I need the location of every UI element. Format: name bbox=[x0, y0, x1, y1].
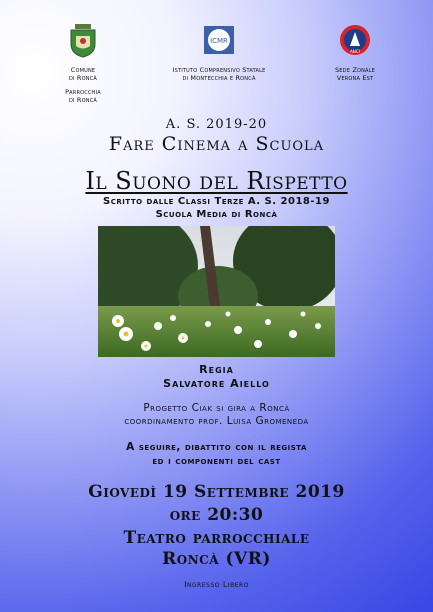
subtitle: Fare Cinema a Scuola bbox=[108, 133, 325, 155]
project-line: Progetto Ciak si gira a Roncà bbox=[143, 402, 290, 414]
event-time: ore 20:30 bbox=[169, 505, 264, 525]
left-header-text: Comune di Roncà Parrocchia di Roncà bbox=[65, 66, 101, 104]
coat-of-arms-icon bbox=[66, 22, 100, 58]
school-logo-icon bbox=[202, 22, 236, 58]
followup-line-1: A seguire, dibattito con il regista bbox=[126, 441, 307, 453]
daisy-field-photo bbox=[98, 226, 335, 357]
right-header-text: Sede Zonale Verona Est bbox=[334, 66, 376, 82]
association-logo-text: ANCI bbox=[350, 49, 360, 54]
event-date: Giovedì 19 Settembre 2019 bbox=[88, 482, 345, 502]
entry-note: Ingresso Libero bbox=[184, 580, 249, 589]
written-by: Scritto dalle Classi Terze A. S. 2018-19 bbox=[103, 196, 330, 207]
coordination-line: coordinamento prof. Luisa Gromeneda bbox=[124, 415, 309, 427]
school-logo-text: ICMR bbox=[210, 37, 228, 45]
event-city: Roncà (VR) bbox=[162, 549, 271, 569]
school-year: A. S. 2019-20 bbox=[165, 117, 268, 132]
director-name: Salvatore Aiello bbox=[163, 377, 270, 390]
association-logo-icon bbox=[338, 22, 372, 58]
center-header-text: Istituto Comprensivo Statale di Montecchia e Roncà bbox=[172, 66, 266, 82]
regia-label: Regia bbox=[199, 363, 234, 376]
main-title-text: Il Suono del Rispetto bbox=[85, 167, 348, 195]
followup-line-2: ed i componenti del cast bbox=[152, 455, 281, 467]
school-name: Scuola Media di Roncà bbox=[155, 209, 278, 220]
event-venue: Teatro parrocchiale bbox=[123, 528, 310, 548]
main-title bbox=[0, 167, 433, 195]
